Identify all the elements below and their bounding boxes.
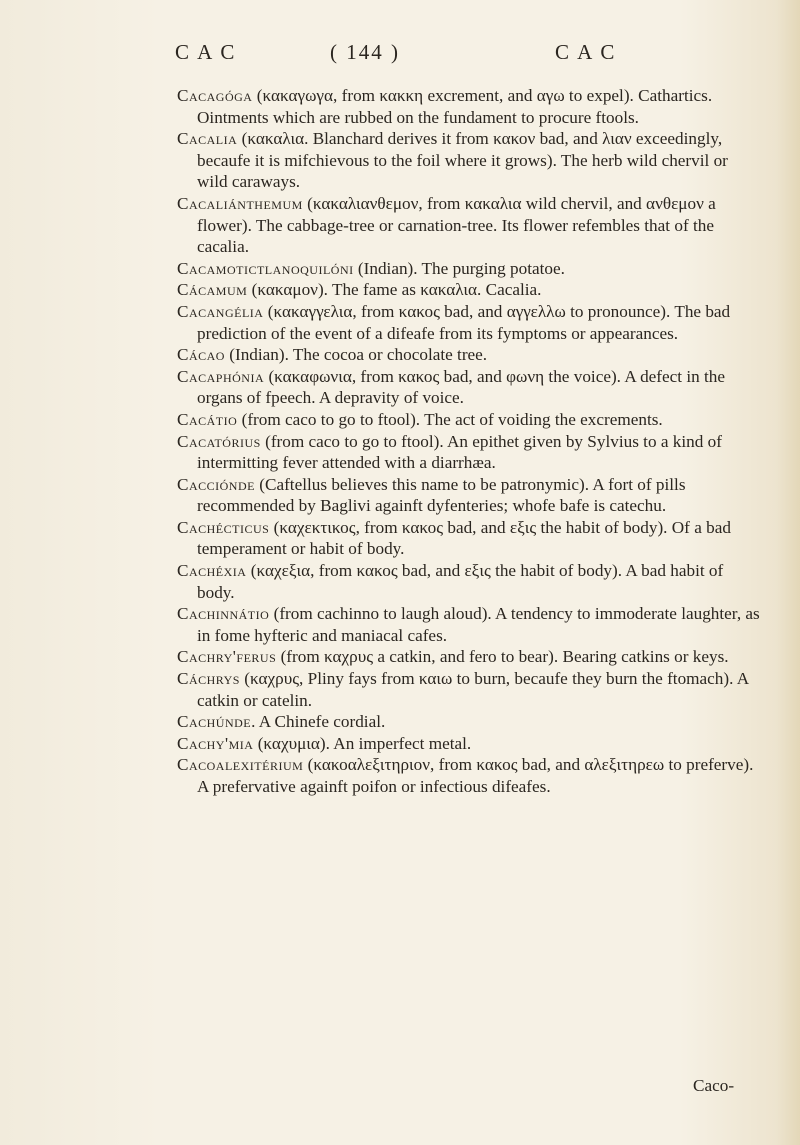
entry-definition: (καχεξια, from κακος bad, and εξις the habit of body). A bad habit of body. (197, 561, 724, 602)
entry-definition: (κακαμον). The fame as κακαλια. Cacalia. (247, 280, 542, 300)
entry-definition: (καχρυς, Pliny fays from καιω to burn, becaufe they burn the ftomach). A catkin or catelin. (197, 669, 749, 710)
dictionary-entry (177, 754, 762, 797)
dictionary-entry (177, 193, 762, 258)
entry-definition: (κακαλιανθεμον, from κακαλια wild chervil, and ανθεμον a flower). The cabbage-tree or carnation-tree. Its flower refembles that of the cacalia. (197, 193, 716, 257)
entry-headword: Cacatórius (177, 431, 261, 451)
dictionary-entry (177, 85, 762, 128)
dictionary-entry (177, 279, 762, 301)
dictionary-entry (177, 301, 762, 344)
entry-definition: (Indian). The purging potatoe. (353, 258, 565, 278)
entry-headword: Cacciónde (177, 474, 255, 494)
entry-headword: Cacaphónia (177, 366, 265, 386)
dictionary-entry (177, 711, 762, 733)
page-header (175, 40, 615, 70)
entry-headword: Cáchrys (177, 669, 240, 689)
entry-definition: (from καχρυς a catkin, and fero to bear). Bearing catkins or keys. (276, 647, 729, 667)
dictionary-entry (177, 409, 762, 431)
entry-headword: Cacamotictlanoquilóni (177, 258, 354, 278)
entry-definition: (καχεκτικος, from κακος bad, and εξις the habit of body). Of a bad temperament or habit of body. (197, 517, 731, 559)
dictionary-entry (177, 560, 762, 603)
entry-headword: Cacangélia (177, 301, 264, 321)
entry-definition: (Indian). The cocoa or chocolate tree. (224, 345, 488, 365)
entry-headword: Cacoalexitérium (177, 755, 304, 775)
entry-headword: Cacagóga (177, 86, 253, 105)
dictionary-entry (177, 603, 762, 646)
entry-headword: Cacátio (177, 409, 238, 429)
dictionary-entry (177, 128, 762, 193)
dictionary-entry (177, 431, 762, 474)
entry-definition: (from caco to go to ftool). The act of voiding the excrements. (237, 409, 663, 429)
entry-definition: (from caco to go to ftool). An epithet given by Sylvius to a kind of intermitting fever attended with a diarrhæa. (197, 431, 722, 473)
dictionary-entry (177, 668, 762, 711)
entry-definition: (κακαφωνια, from κακος bad, and φωνη the voice). A defect in the organs of fpeech. A depravity of voice. (197, 366, 726, 408)
entry-headword: Cácao (177, 345, 225, 365)
entry-definition: (κακαλια. Blanchard derives it from κακον bad, and λιαν exceedingly, becaufe it is mifchievous to the foil where it grows). The herb wild chervil or wild caraways. (197, 129, 728, 192)
entry-headword: Cachinnátio (177, 604, 270, 624)
entry-headword: Cacaliánthemum (177, 193, 303, 213)
entry-headword: Cachy'mia (177, 733, 254, 753)
entry-headword: Cachécticus (177, 517, 270, 537)
entry-definition: (Caftellus believes this name to be patronymic). A fort of pills recommended by Baglivi againft dyfenteries; whofe bafe is catechu. (197, 474, 686, 516)
dictionary-entry (177, 344, 762, 366)
page-number: ( 144 ) (330, 40, 400, 64)
entry-definition: (κακοαλεξιτηριον, from κακος bad, and αλεξιτηρεω to preferve). A prefervative againft poifon or infectious difeafes. (197, 755, 754, 796)
dictionary-entries (177, 85, 762, 798)
entry-definition: (καχυμια). An imperfect metal. (253, 733, 472, 753)
entry-headword: Cachry'ferus (177, 647, 277, 667)
entry-definition: (κακαγγελια, from κακος bad, and αγγελλω to pronounce). The bad prediction of the event of a difeafe from its fymptoms or appearances. (197, 301, 731, 343)
dictionary-entry (177, 366, 762, 409)
dictionary-entry (177, 474, 762, 517)
entry-headword: Cachúnde (177, 712, 252, 732)
entry-definition: . A Chinefe cordial. (251, 712, 386, 732)
catchword: Caco- (693, 1076, 735, 1095)
entry-headword: Cachéxia (177, 561, 247, 581)
dictionary-entry (177, 517, 762, 560)
header-right: C A C (555, 40, 617, 64)
header-left: C A C (175, 40, 237, 64)
entry-headword: Cácamum (177, 280, 248, 300)
entry-definition: (from cachinno to laugh aloud). A tendency to immoderate laughter, as in fome hyfteric and maniacal cafes. (197, 604, 760, 645)
entry-headword: Cacalia (177, 129, 238, 149)
dictionary-entry (177, 646, 762, 668)
dictionary-entry (177, 733, 762, 755)
entry-definition: (κακαγωγα, from κακκη excrement, and αγω to expel). Cathartics. Ointments which are rubbed on the fundament to procure ftools. (197, 86, 713, 127)
dictionary-entry (177, 258, 762, 280)
